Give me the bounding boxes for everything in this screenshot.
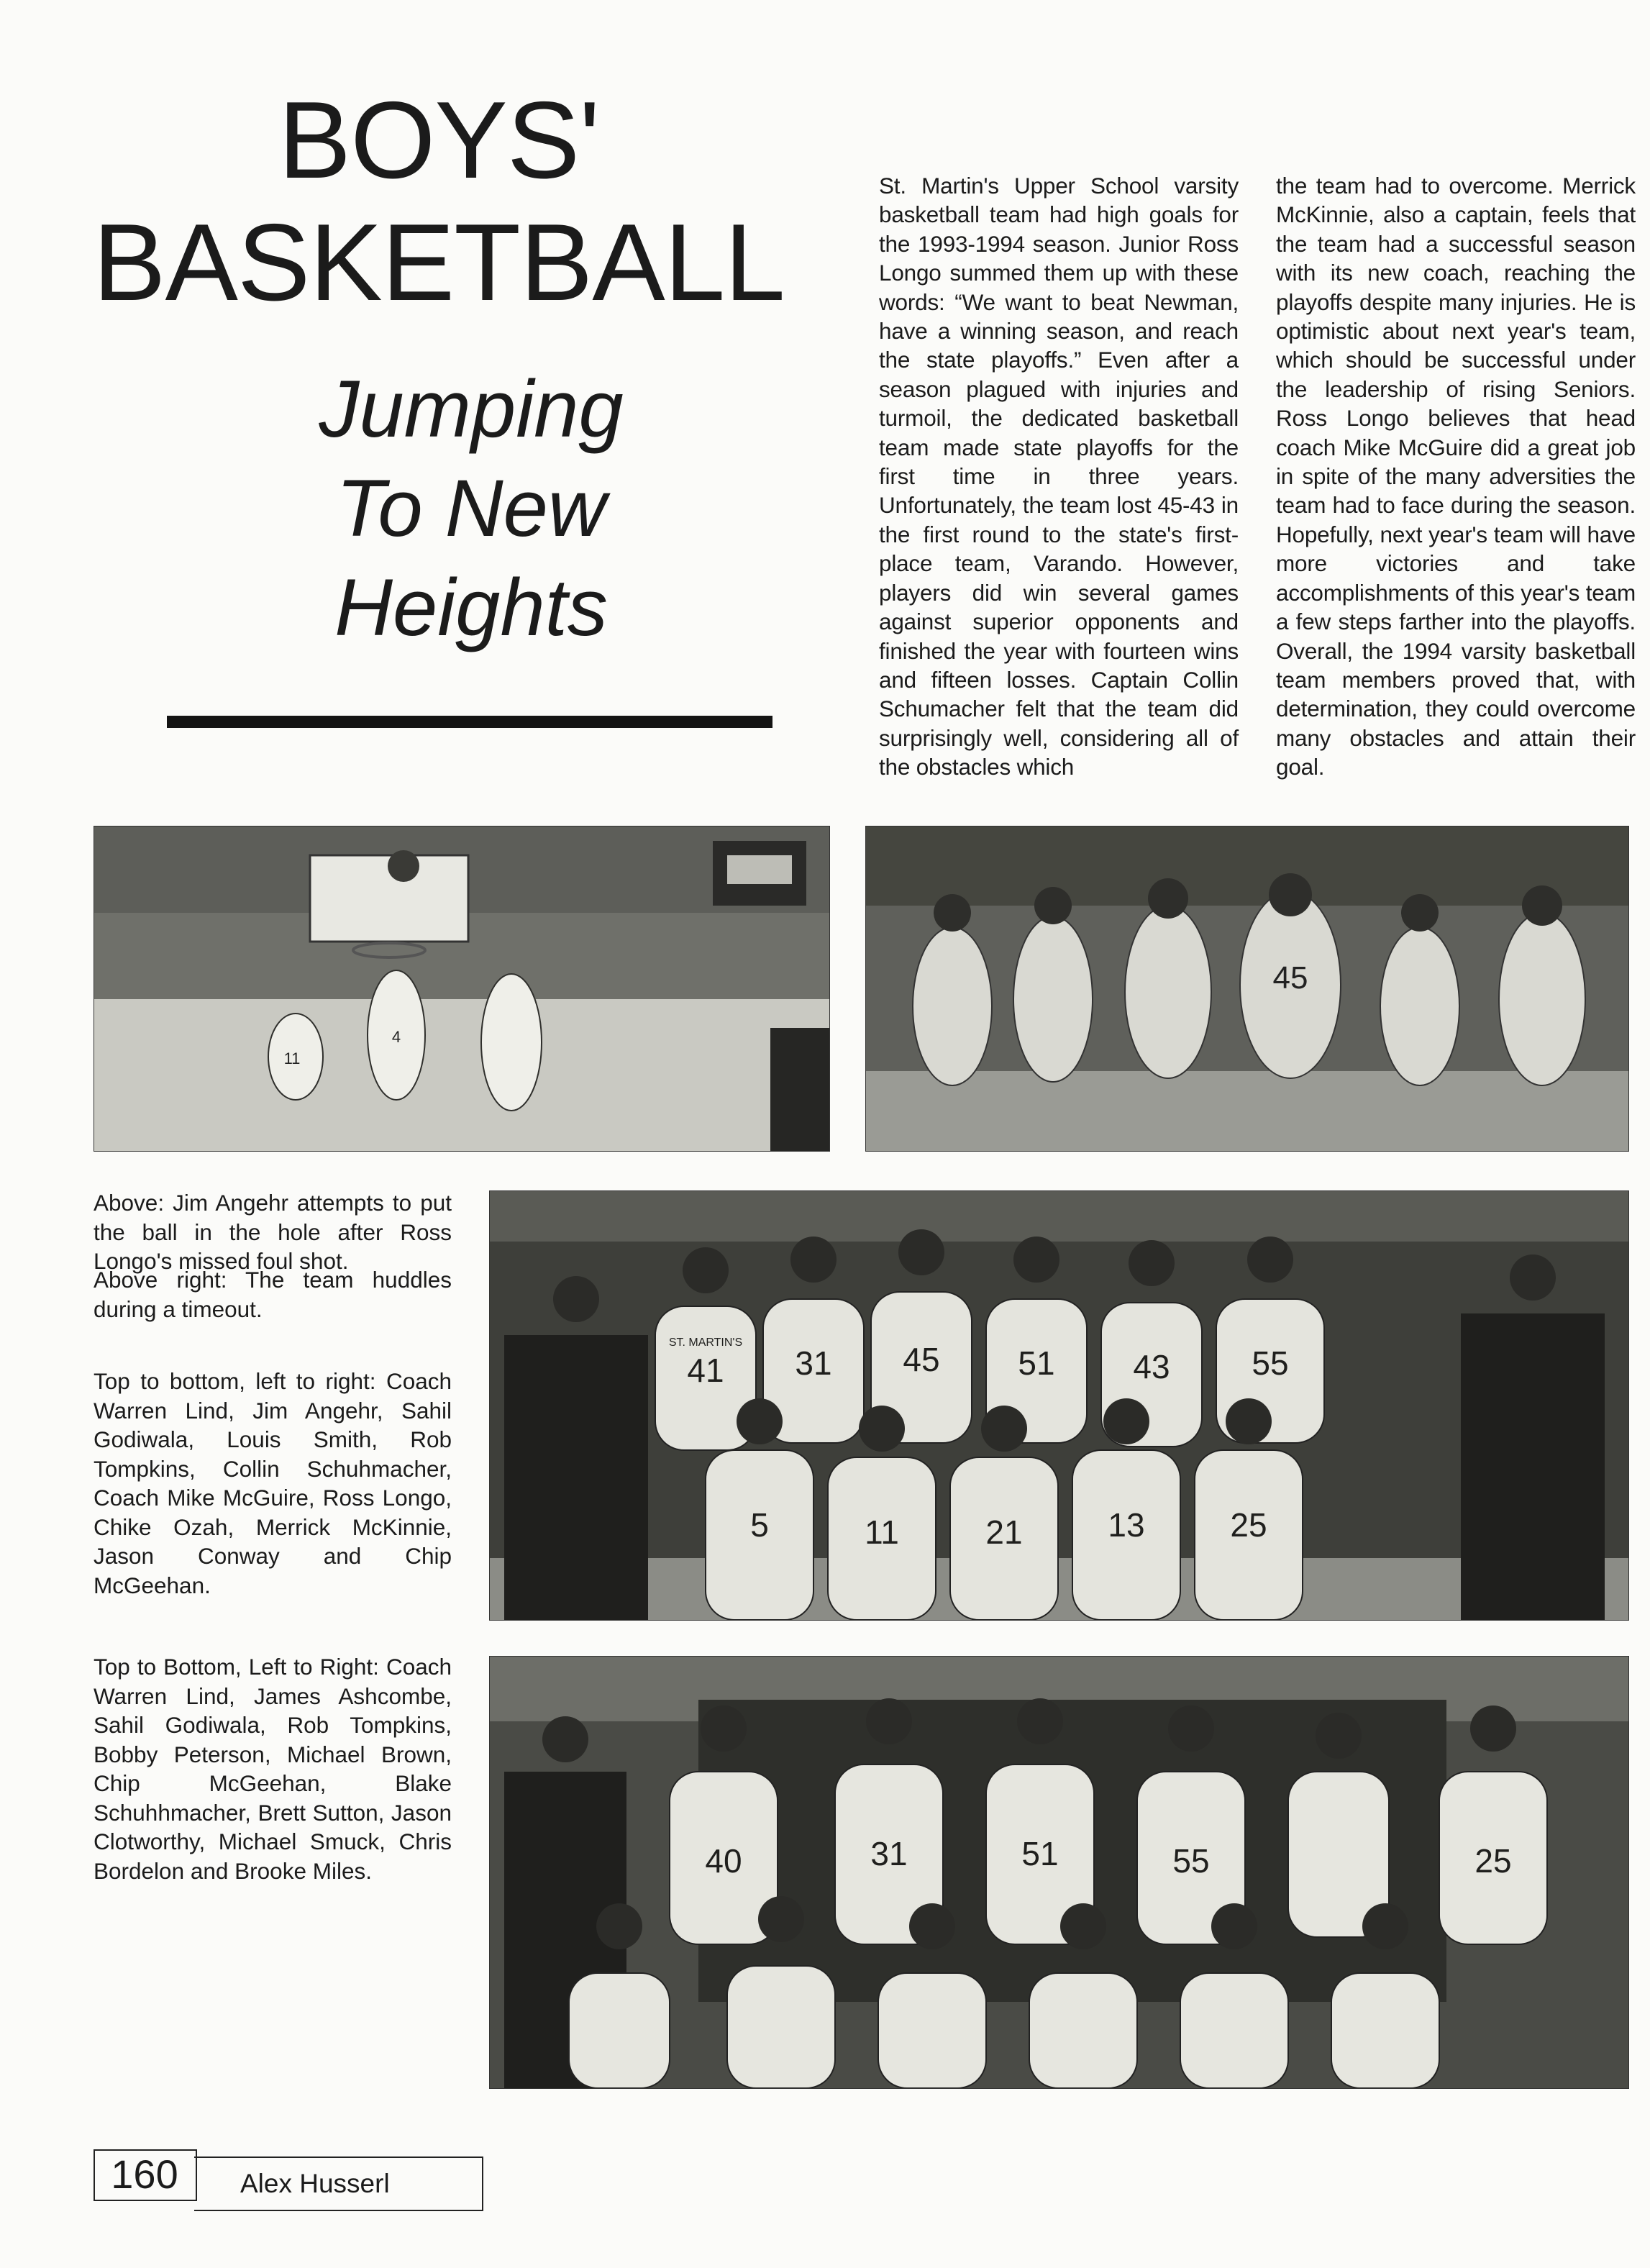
varsity-jersey-label-25: 25 [1230,1506,1267,1544]
title-line-2: BASKETBALL [93,201,785,324]
varsity-team-photo [489,1190,1629,1621]
varsity-jersey-label-41: 41 [687,1352,724,1389]
heading-rule [167,716,772,728]
page-number: 160 [111,2151,178,2197]
varsity-jersey-label-21: 21 [985,1513,1023,1551]
varsity-jersey-label-13: 13 [1108,1506,1145,1544]
jv-jersey-label-40: 40 [705,1842,742,1880]
jv-jersey-label-51: 51 [1021,1835,1059,1872]
huddle-jersey-label: 45 [1272,960,1308,996]
varsity-jersey-label-31: 31 [795,1344,832,1382]
varsity-jersey-label-43: 43 [1133,1348,1170,1385]
jv-jersey-label-55: 55 [1172,1842,1210,1880]
jv-jersey-label-25: 25 [1474,1842,1512,1880]
title-line-1: BOYS' [278,79,600,201]
varsity-jersey-label-51: 51 [1018,1344,1055,1382]
varsity-jersey-label-55: 55 [1252,1344,1289,1382]
game-jersey-label-1: 11 [283,1049,301,1067]
jv-jersey-label-31: 31 [870,1835,908,1872]
subtitle-line-3: Heights [334,563,608,652]
story-column-2: the team had to overcome. Merrick McKinnie, also a captain, feels that the team had a successful season with its new coach, reaching the playoffs despite many injuries. He is optimistic about next year's team, which should be successful under the leadership of rising Seniors. Ross Longo believes that head coach Mike McGuire did a great job in spite of the many adversities the team had to face during the season. Hopefully, next year's team will have more victories and take accomplishments of this year's team a few steps farther into the playoffs. Overall, the 1994 varsity basketball team members proved that, with determination, they could overcome many obstacles and attain their goal. [1276,173,1636,780]
caption-varsity-team: Top to bottom, left to right: Coach Warren Lind, Jim Angehr, Sahil Godiwala, Louis Smith, Rob Tompkins, Collin Schuhmacher, Coach Mike McGuire, Ross Longo, Chike Ozah, Merrick McKinnie, Jason Conway and Chip McGeehan. [94,1368,452,1598]
subtitle-line-1: Jumping [319,364,624,454]
varsity-jersey-name-1: ST. MARTIN'S [668,1336,743,1349]
story-column-1: St. Martin's Upper School varsity basketball team had high goals for the 1993-1994 season. Junior Ross Longo summed them up with these words: “We want to beat Newman, have a winning season, and reach the state playoffs.” Even after a season plagued with injuries and turmoil, the dedicated basketball team made state playoffs for the first time in three years. Unfortunately, the team lost 45-43 in the first round to the state's first-place team, Varando. However, players did win several games against superior opponents and finished the year with fourteen wins and fifteen losses. Captain Collin Schumacher felt that the team did surprisingly well, considering all of the obstacles which [879,173,1239,780]
varsity-jersey-label-45: 45 [903,1341,940,1378]
team-huddle-photo [865,826,1629,1152]
varsity-jersey-label-11: 11 [865,1513,899,1551]
page-title [65,79,813,324]
game-action-photo [94,826,830,1152]
caption-jv-team: Top to Bottom, Left to Right: Coach Warren Lind, James Ashcombe, Sahil Godiwala, Rob Tompkins, Bobby Peterson, Michael Brown, Chip McGeehan, Blake Schuhhmacher, Brett Sutton, Jason Clotworthy, Michael Smuck, Chris Bordelon and Brooke Miles. [94,1654,452,1884]
subtitle-line-2: To New [336,463,606,553]
varsity-jersey-label-5: 5 [750,1506,769,1544]
caption-game-action: Above: Jim Angehr attempts to put the ball in the hole after Ross Longo's missed foul shot. [94,1190,452,1274]
caption-team-huddle: Above right: The team huddles during a timeout. [94,1267,452,1322]
game-jersey-label-2: 4 [391,1028,401,1046]
jv-team-photo [489,1656,1629,2089]
page-credit: Alex Husserl [240,2169,390,2198]
subtitle [237,360,705,657]
